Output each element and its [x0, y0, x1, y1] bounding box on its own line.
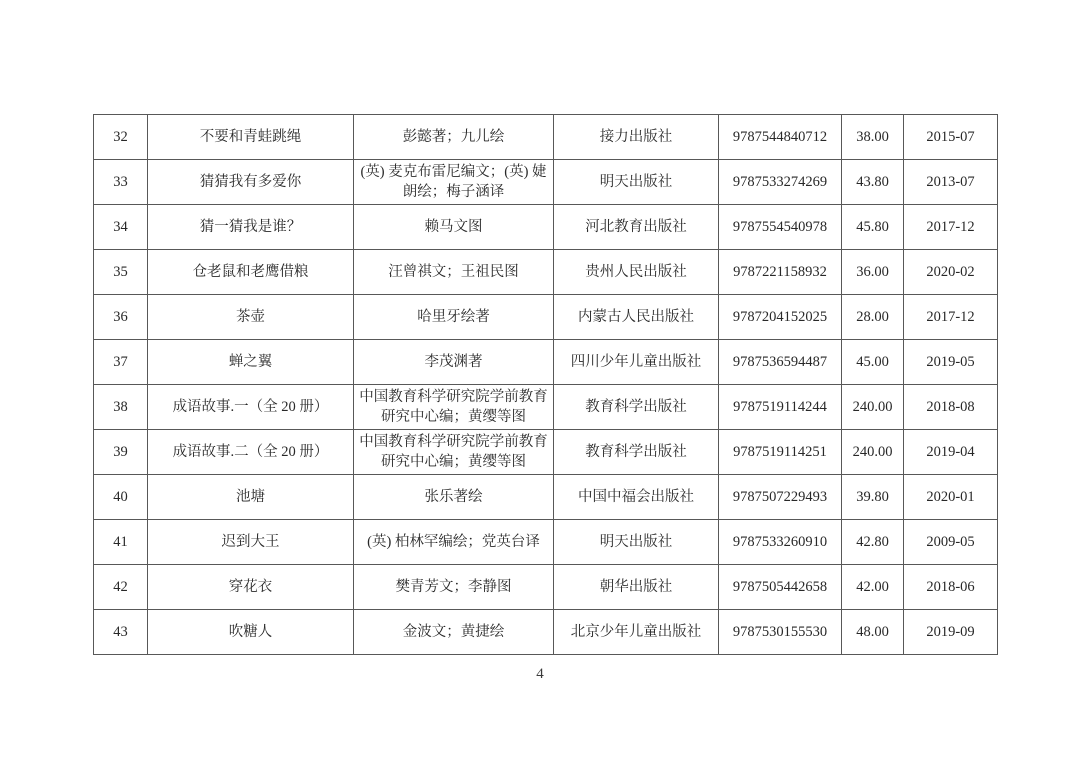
cell-title: 吹糖人 [148, 610, 354, 655]
cell-row-number: 41 [94, 520, 148, 565]
cell-price: 36.00 [842, 250, 904, 295]
cell-title: 猜一猜我是谁？ [148, 205, 354, 250]
table-row [94, 475, 998, 520]
cell-title: 成语故事.一（全 20 册） [148, 385, 354, 430]
cell-price: 38.00 [842, 115, 904, 160]
cell-date: 2019-05 [904, 340, 998, 385]
cell-price: 28.00 [842, 295, 904, 340]
cell-date: 2020-01 [904, 475, 998, 520]
cell-title: 成语故事.二（全 20 册） [148, 430, 354, 475]
cell-price: 240.00 [842, 385, 904, 430]
cell-price: 45.80 [842, 205, 904, 250]
cell-title: 猜猜我有多爱你 [148, 160, 354, 205]
cell-author: 中国教育科学研究院学前教育研究中心编；黄缨等图 [354, 430, 554, 475]
cell-row-number: 42 [94, 565, 148, 610]
cell-author: 金波文；黄捷绘 [354, 610, 554, 655]
cell-row-number: 34 [94, 205, 148, 250]
cell-publisher: 教育科学出版社 [554, 430, 719, 475]
cell-isbn: 9787505442658 [719, 565, 842, 610]
cell-date: 2019-09 [904, 610, 998, 655]
cell-isbn: 9787221158932 [719, 250, 842, 295]
cell-title: 不要和青蛙跳绳 [148, 115, 354, 160]
cell-publisher: 内蒙古人民出版社 [554, 295, 719, 340]
cell-price: 39.80 [842, 475, 904, 520]
cell-author: 汪曾祺文；王祖民图 [354, 250, 554, 295]
cell-publisher: 贵州人民出版社 [554, 250, 719, 295]
cell-publisher: 四川少年儿童出版社 [554, 340, 719, 385]
cell-author: 哈里牙绘著 [354, 295, 554, 340]
cell-isbn: 9787519114251 [719, 430, 842, 475]
cell-title: 蝉之翼 [148, 340, 354, 385]
cell-row-number: 39 [94, 430, 148, 475]
cell-row-number: 37 [94, 340, 148, 385]
cell-row-number: 35 [94, 250, 148, 295]
cell-author: (英) 麦克布雷尼编文；(英) 婕朗绘；梅子涵译 [354, 160, 554, 205]
cell-row-number: 43 [94, 610, 148, 655]
cell-author: 彭懿著；九儿绘 [354, 115, 554, 160]
cell-price: 48.00 [842, 610, 904, 655]
cell-title: 穿花衣 [148, 565, 354, 610]
table-row [94, 565, 998, 610]
cell-publisher: 中国中福会出版社 [554, 475, 719, 520]
table-row [94, 520, 998, 565]
cell-date: 2018-06 [904, 565, 998, 610]
cell-publisher: 朝华出版社 [554, 565, 719, 610]
cell-author: (英) 柏林罕编绘；党英台译 [354, 520, 554, 565]
table-row [94, 160, 998, 205]
cell-publisher: 接力出版社 [554, 115, 719, 160]
cell-publisher: 河北教育出版社 [554, 205, 719, 250]
cell-date: 2019-04 [904, 430, 998, 475]
cell-publisher: 明天出版社 [554, 520, 719, 565]
cell-row-number: 32 [94, 115, 148, 160]
cell-isbn: 9787544840712 [719, 115, 842, 160]
cell-publisher: 北京少年儿童出版社 [554, 610, 719, 655]
cell-price: 45.00 [842, 340, 904, 385]
cell-price: 240.00 [842, 430, 904, 475]
cell-isbn: 9787533274269 [719, 160, 842, 205]
table-row [94, 385, 998, 430]
table-row [94, 340, 998, 385]
table-row [94, 250, 998, 295]
cell-date: 2020-02 [904, 250, 998, 295]
table-row [94, 205, 998, 250]
cell-title: 池塘 [148, 475, 354, 520]
table-row [94, 295, 998, 340]
cell-isbn: 9787533260910 [719, 520, 842, 565]
cell-date: 2013-07 [904, 160, 998, 205]
cell-isbn: 9787554540978 [719, 205, 842, 250]
cell-publisher: 明天出版社 [554, 160, 719, 205]
book-list-table-container [93, 114, 997, 655]
cell-price: 43.80 [842, 160, 904, 205]
cell-isbn: 9787507229493 [719, 475, 842, 520]
cell-isbn: 9787519114244 [719, 385, 842, 430]
cell-price: 42.80 [842, 520, 904, 565]
cell-row-number: 40 [94, 475, 148, 520]
cell-date: 2017-12 [904, 295, 998, 340]
table-row [94, 430, 998, 475]
cell-isbn: 9787204152025 [719, 295, 842, 340]
cell-author: 赖马文图 [354, 205, 554, 250]
cell-isbn: 9787536594487 [719, 340, 842, 385]
cell-title: 迟到大王 [148, 520, 354, 565]
cell-author: 李茂渊著 [354, 340, 554, 385]
book-list-table [93, 114, 998, 655]
cell-date: 2017-12 [904, 205, 998, 250]
cell-title: 仓老鼠和老鹰借粮 [148, 250, 354, 295]
book-list-table-body [94, 115, 998, 655]
table-row [94, 610, 998, 655]
cell-author: 樊青芳文；李静图 [354, 565, 554, 610]
page-number: 4 [536, 666, 544, 682]
cell-date: 2009-05 [904, 520, 998, 565]
cell-date: 2015-07 [904, 115, 998, 160]
cell-price: 42.00 [842, 565, 904, 610]
cell-row-number: 36 [94, 295, 148, 340]
cell-title: 茶壶 [148, 295, 354, 340]
cell-row-number: 33 [94, 160, 148, 205]
cell-author: 张乐著绘 [354, 475, 554, 520]
table-row [94, 115, 998, 160]
cell-isbn: 9787530155530 [719, 610, 842, 655]
cell-row-number: 38 [94, 385, 148, 430]
cell-publisher: 教育科学出版社 [554, 385, 719, 430]
cell-author: 中国教育科学研究院学前教育研究中心编；黄缨等图 [354, 385, 554, 430]
cell-date: 2018-08 [904, 385, 998, 430]
